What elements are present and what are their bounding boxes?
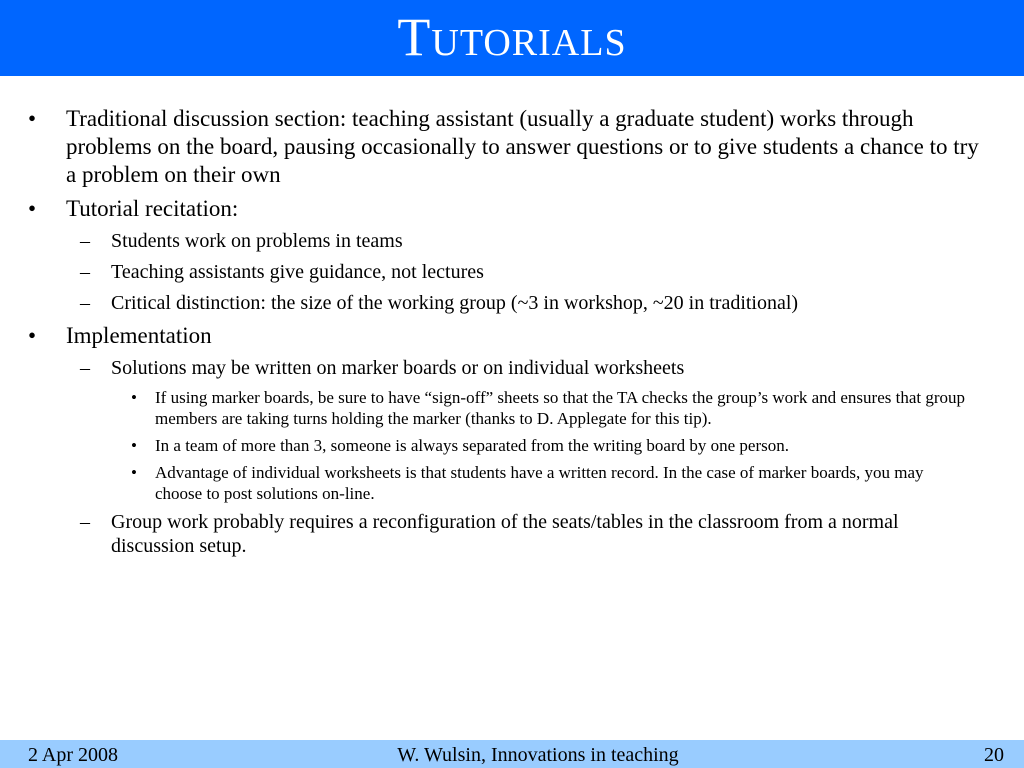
- sub-sub-bullet-worksheets-text: Advantage of individual worksheets is that students have a written record. In the case of marker boards, you may choose to post solutions on-line.: [155, 463, 924, 503]
- slide-title: Tutorials: [397, 7, 627, 67]
- bullet-marker: •: [28, 106, 37, 131]
- sub-sub-bullet-worksheets: [0, 462, 1024, 504]
- title-bar: [0, 0, 1024, 76]
- bullet-implementation: [0, 322, 1024, 350]
- sub-sub-bullet-team-size: [0, 435, 1024, 456]
- sub-bullet-solutions: [0, 356, 1024, 380]
- bullet-marker: •: [131, 463, 137, 482]
- sub-bullet-guidance: [0, 260, 1024, 284]
- sub-bullet-group-work-text: Group work probably requires a reconfiguration of the seats/tables in the classroom from a normal discussion setup.: [111, 511, 899, 557]
- sub-sub-bullet-signoff-text: If using marker boards, be sure to have “sign-off” sheets so that the TA checks the group’s work and ensures that group members are taking turns holding the marker (thanks to D. Applegate for this tip).: [155, 388, 966, 428]
- dash-marker: –: [80, 230, 90, 252]
- footer-date: 2 Apr 2008: [28, 744, 118, 766]
- bullet-traditional-text: Traditional discussion section: teaching assistant (usually a graduate student) works through problems on the board, pausing occasionally to answer questions or to give students a chance to try a problem on their own: [66, 106, 979, 187]
- bullet-marker: •: [28, 196, 37, 221]
- sub-bullet-solutions-text: Solutions may be written on marker boards or on individual worksheets: [111, 357, 685, 379]
- bullet-marker: •: [131, 388, 137, 407]
- bullet-tutorial-text: Tutorial recitation:: [66, 196, 239, 221]
- sub-bullet-teams: [0, 229, 1024, 253]
- footer-page-number: 20: [984, 744, 1004, 766]
- footer-author-title: W. Wulsin, Innovations in teaching: [397, 744, 679, 766]
- sub-bullet-distinction-text: Critical distinction: the size of the working group (~3 in workshop, ~20 in traditional): [111, 292, 799, 314]
- footer-bar: [0, 740, 1024, 768]
- bullet-marker: •: [28, 323, 37, 348]
- sub-bullet-distinction: [0, 291, 1024, 315]
- dash-marker: –: [80, 292, 90, 314]
- bullet-implementation-text: Implementation: [66, 323, 212, 348]
- sub-sub-bullet-signoff: [0, 387, 1024, 429]
- sub-bullet-teams-text: Students work on problems in teams: [111, 230, 403, 252]
- bullet-traditional: [0, 105, 1024, 189]
- sub-bullet-group-work: [0, 510, 1024, 558]
- bullet-tutorial: [0, 195, 1024, 223]
- sub-sub-bullet-team-size-text: In a team of more than 3, someone is always separated from the writing board by one person.: [155, 436, 790, 455]
- dash-marker: –: [80, 357, 90, 379]
- dash-marker: –: [80, 261, 90, 283]
- sub-bullet-guidance-text: Teaching assistants give guidance, not lectures: [111, 261, 484, 283]
- slide-content: [0, 105, 1024, 565]
- bullet-marker: •: [131, 436, 137, 455]
- dash-marker: –: [80, 511, 90, 533]
